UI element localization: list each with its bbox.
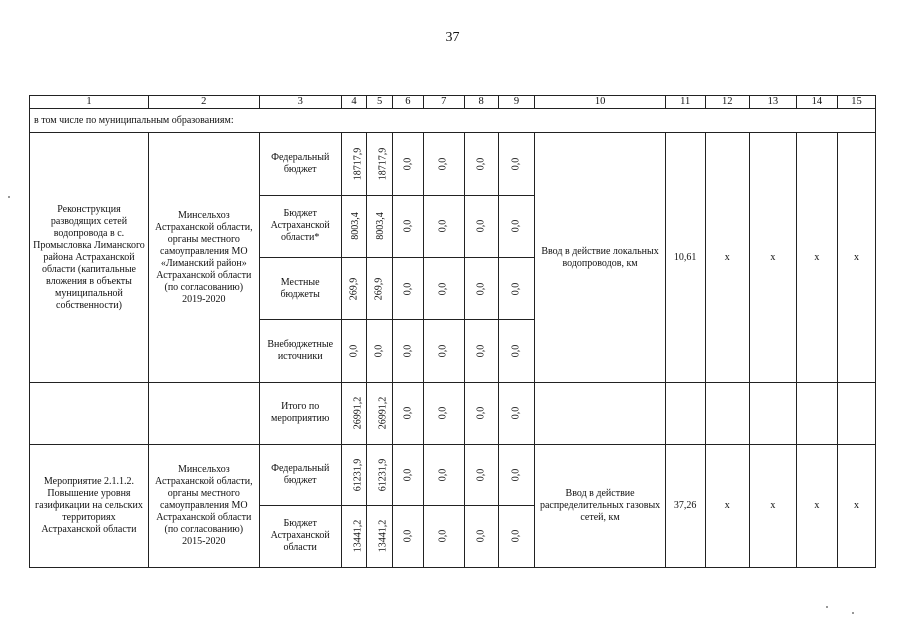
value-col-13: х: [749, 445, 796, 568]
header-cell: 9: [498, 96, 535, 109]
header-row: [30, 96, 876, 109]
empty-cell: [148, 382, 259, 444]
value-cell: 0,0: [392, 505, 423, 567]
value-cell: 13441,2: [341, 505, 367, 567]
value-cell: 0,0: [464, 320, 498, 382]
value-col-12: х: [705, 133, 749, 383]
header-cell: 6: [392, 96, 423, 109]
period-text: 2019-2020: [182, 293, 226, 305]
value-cell: 0,0: [464, 258, 498, 320]
value-cell: 0,0: [464, 133, 498, 195]
value-cell: 269,9: [341, 258, 367, 320]
empty-cell: [749, 382, 796, 444]
header-cell: 10: [535, 96, 665, 109]
value-cell: 0,0: [498, 445, 535, 505]
subheading-row: [30, 109, 876, 133]
header-cell: 4: [341, 96, 367, 109]
value-cell: 0,0: [392, 382, 423, 444]
value-cell: 0,0: [423, 445, 464, 505]
value-2020: 10,61: [665, 133, 705, 383]
value-2020: 37,26: [665, 445, 705, 568]
value-cell: 0,0: [392, 445, 423, 505]
empty-cell: [796, 382, 837, 444]
value-col-15: х: [837, 133, 875, 383]
executor-cell: [148, 133, 259, 383]
executor-text: Минсельхоз Астраханской области, органы местного самоуправления МО «Лиманский район» Астраханской области (по согласованию): [155, 209, 253, 293]
header-cell: 14: [796, 96, 837, 109]
header-cell: 12: [705, 96, 749, 109]
table-row: [30, 133, 876, 195]
value-cell: 0,0: [498, 320, 535, 382]
value-cell: 0,0: [423, 320, 464, 382]
executor-text: Минсельхоз Астраханской области, органы местного самоуправления МО Астраханской области (по согласованию): [155, 464, 253, 536]
value-cell: 0,0: [423, 133, 464, 195]
indicator-cell: Ввод в действие распределительных газовых сетей, км: [535, 445, 665, 568]
subheading: в том числе по муниципальным образованиям:: [30, 109, 876, 133]
value-col-13: х: [749, 133, 796, 383]
funding-source: Федеральный бюджет: [259, 133, 341, 195]
funding-source: Бюджет Астраханской области*: [259, 195, 341, 257]
value-cell: 0,0: [423, 505, 464, 567]
scan-speck: [826, 606, 828, 608]
empty-cell: [705, 382, 749, 444]
value-cell: 0,0: [341, 320, 367, 382]
value-cell: 0,0: [464, 505, 498, 567]
value-cell: 26991,2: [341, 382, 367, 444]
funding-source: Итого по мероприятию: [259, 382, 341, 444]
value-cell: 18717,9: [341, 133, 367, 195]
value-cell: 0,0: [464, 382, 498, 444]
header-cell: 2: [148, 96, 259, 109]
value-cell: 0,0: [423, 258, 464, 320]
measure-title: Мероприятие 2.1.1.2. Повышение уровня газификации на сельских территориях Астраханской области: [30, 445, 149, 568]
empty-cell: [665, 382, 705, 444]
value-cell: 8003,4: [367, 195, 393, 257]
header-cell: 13: [749, 96, 796, 109]
executor-cell: [148, 445, 259, 568]
table-row: [30, 382, 876, 444]
header-cell: 1: [30, 96, 149, 109]
value-col-14: х: [796, 133, 837, 383]
header-cell: 11: [665, 96, 705, 109]
value-cell: 269,9: [367, 258, 393, 320]
value-cell: 0,0: [498, 195, 535, 257]
value-cell: 0,0: [498, 505, 535, 567]
value-cell: 0,0: [392, 195, 423, 257]
header-cell: 15: [837, 96, 875, 109]
value-cell: 0,0: [498, 133, 535, 195]
funding-source: Бюджет Астраханской области: [259, 505, 341, 567]
funding-source: Федеральный бюджет: [259, 445, 341, 505]
indicator-cell: Ввод в действие локальных водопроводов, км: [535, 133, 665, 383]
header-cell: 3: [259, 96, 341, 109]
value-cell: 0,0: [392, 258, 423, 320]
header-cell: 5: [367, 96, 393, 109]
table-row: [30, 445, 876, 505]
value-cell: 61231,9: [341, 445, 367, 505]
scan-speck: [852, 612, 854, 614]
value-col-15: х: [837, 445, 875, 568]
header-cell: 7: [423, 96, 464, 109]
value-cell: 8003,4: [341, 195, 367, 257]
value-cell: 13441,2: [367, 505, 393, 567]
value-cell: 0,0: [464, 195, 498, 257]
empty-cell: [535, 382, 665, 444]
measure-title: Реконструкция разводящих сетей водопровода в с. Промысловка Лиманского района Астраханской области (капитальные вложения в объекты муниципальной собственности): [30, 133, 149, 383]
value-col-12: х: [705, 445, 749, 568]
page-number: 37: [445, 30, 460, 45]
value-cell: 0,0: [392, 320, 423, 382]
header-cell: 8: [464, 96, 498, 109]
value-cell: 0,0: [498, 258, 535, 320]
empty-cell: [837, 382, 875, 444]
value-cell: 0,0: [423, 195, 464, 257]
scan-speck: [8, 196, 10, 198]
value-cell: 0,0: [464, 445, 498, 505]
value-cell: 0,0: [423, 382, 464, 444]
funding-source: Внебюджетные источники: [259, 320, 341, 382]
value-col-14: х: [796, 445, 837, 568]
program-table: [29, 95, 876, 568]
value-cell: 0,0: [367, 320, 393, 382]
value-cell: 61231,9: [367, 445, 393, 505]
period-text: 2015-2020: [182, 536, 226, 548]
empty-cell: [30, 382, 149, 444]
funding-source: Местные бюджеты: [259, 258, 341, 320]
value-cell: 0,0: [392, 133, 423, 195]
value-cell: 26991,2: [367, 382, 393, 444]
value-cell: 18717,9: [367, 133, 393, 195]
value-cell: 0,0: [498, 382, 535, 444]
